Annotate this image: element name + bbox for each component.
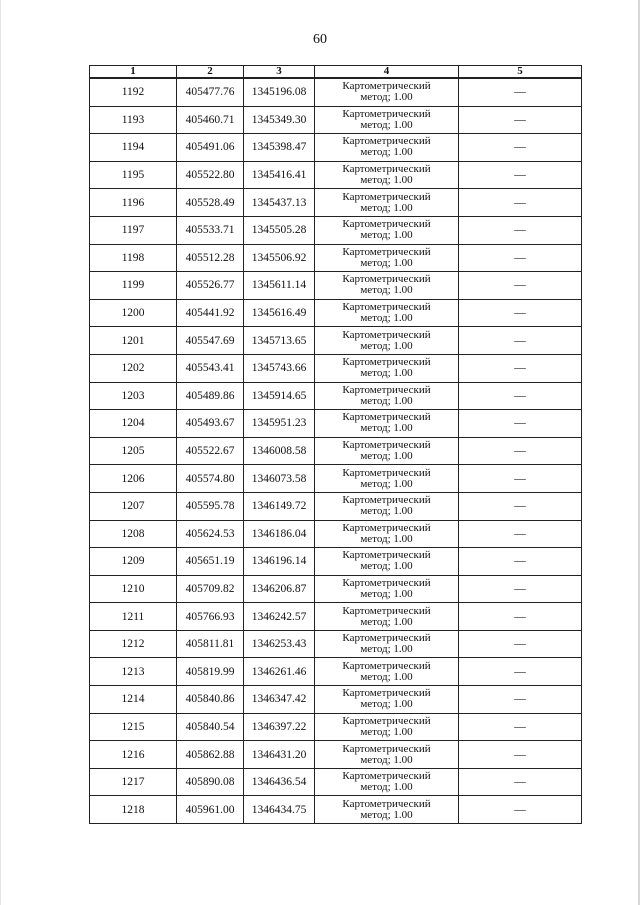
y-coordinate-cell: 1345416.41 bbox=[244, 161, 315, 189]
note-cell: — bbox=[459, 713, 582, 741]
method-cell bbox=[315, 796, 459, 824]
note-cell: — bbox=[459, 630, 582, 658]
y-coordinate-cell: 1345951.23 bbox=[244, 410, 315, 438]
table-row bbox=[90, 575, 582, 603]
table-row bbox=[90, 106, 582, 134]
method-line-1: Картометрический bbox=[342, 163, 431, 176]
y-coordinate-cell: 1345196.08 bbox=[244, 78, 315, 106]
y-coordinate-cell: 1345713.65 bbox=[244, 327, 315, 355]
note-cell: — bbox=[459, 437, 582, 465]
x-coordinate-cell: 405840.54 bbox=[177, 713, 244, 741]
table-row bbox=[90, 658, 582, 686]
method-line-2: метод; 1.00 bbox=[360, 339, 413, 352]
note-cell: — bbox=[459, 465, 582, 493]
point-number-cell: 1204 bbox=[90, 410, 177, 438]
method-line-2: метод; 1.00 bbox=[360, 532, 413, 545]
method-cell bbox=[315, 189, 459, 217]
method-line-1: Картометрический bbox=[342, 659, 431, 672]
y-coordinate-cell: 1345616.49 bbox=[244, 299, 315, 327]
table-row bbox=[90, 272, 582, 300]
method-line-2: метод; 1.00 bbox=[360, 422, 413, 435]
table-row bbox=[90, 354, 582, 382]
method-line-2: метод; 1.00 bbox=[360, 698, 413, 711]
x-coordinate-cell: 405491.06 bbox=[177, 134, 244, 162]
method-cell bbox=[315, 575, 459, 603]
note-cell: — bbox=[459, 548, 582, 576]
method-line-1: Картометрический bbox=[342, 383, 431, 396]
method-cell bbox=[315, 713, 459, 741]
page-number: 60 bbox=[313, 32, 327, 47]
table-row bbox=[90, 520, 582, 548]
method-cell bbox=[315, 134, 459, 162]
method-cell bbox=[315, 465, 459, 493]
note-cell: — bbox=[459, 382, 582, 410]
table-row bbox=[90, 465, 582, 493]
note-cell: — bbox=[459, 327, 582, 355]
method-cell bbox=[315, 327, 459, 355]
table-body bbox=[90, 78, 582, 824]
method-line-1: Картометрический bbox=[342, 466, 431, 479]
note-cell: — bbox=[459, 189, 582, 217]
point-number-cell: 1216 bbox=[90, 741, 177, 769]
point-number-cell: 1194 bbox=[90, 134, 177, 162]
x-coordinate-cell: 405512.28 bbox=[177, 244, 244, 272]
x-coordinate-cell: 405574.80 bbox=[177, 465, 244, 493]
method-line-1: Картометрический bbox=[342, 439, 431, 452]
y-coordinate-cell: 1345506.92 bbox=[244, 244, 315, 272]
table-row bbox=[90, 382, 582, 410]
method-cell bbox=[315, 161, 459, 189]
y-coordinate-cell: 1346253.43 bbox=[244, 630, 315, 658]
note-cell: — bbox=[459, 216, 582, 244]
note-cell: — bbox=[459, 575, 582, 603]
method-line-1: Картометрический bbox=[342, 604, 431, 617]
note-cell: — bbox=[459, 741, 582, 769]
method-line-2: метод; 1.00 bbox=[360, 781, 413, 794]
method-line-1: Картометрический bbox=[342, 632, 431, 645]
point-number-cell: 1201 bbox=[90, 327, 177, 355]
method-line-2: метод; 1.00 bbox=[360, 201, 413, 214]
method-line-2: метод; 1.00 bbox=[360, 560, 413, 573]
method-line-1: Картометрический bbox=[342, 714, 431, 727]
method-line-1: Картометрический bbox=[342, 521, 431, 534]
method-line-1: Картометрический bbox=[342, 742, 431, 755]
method-line-2: метод; 1.00 bbox=[360, 615, 413, 628]
method-cell bbox=[315, 106, 459, 134]
table-row bbox=[90, 216, 582, 244]
method-cell bbox=[315, 354, 459, 382]
method-line-2: метод; 1.00 bbox=[360, 670, 413, 683]
x-coordinate-cell: 405862.88 bbox=[177, 741, 244, 769]
x-coordinate-cell: 405489.86 bbox=[177, 382, 244, 410]
point-number-cell: 1198 bbox=[90, 244, 177, 272]
table-row bbox=[90, 134, 582, 162]
method-line-2: метод; 1.00 bbox=[360, 587, 413, 600]
y-coordinate-cell: 1346149.72 bbox=[244, 492, 315, 520]
table-row bbox=[90, 548, 582, 576]
method-line-2: метод; 1.00 bbox=[360, 91, 413, 104]
note-cell: — bbox=[459, 134, 582, 162]
point-number-cell: 1193 bbox=[90, 106, 177, 134]
note-cell: — bbox=[459, 686, 582, 714]
x-coordinate-cell: 405493.67 bbox=[177, 410, 244, 438]
y-coordinate-cell: 1346206.87 bbox=[244, 575, 315, 603]
y-coordinate-cell: 1345437.13 bbox=[244, 189, 315, 217]
y-coordinate-cell: 1345743.66 bbox=[244, 354, 315, 382]
x-coordinate-cell: 405441.92 bbox=[177, 299, 244, 327]
note-cell: — bbox=[459, 354, 582, 382]
table-row bbox=[90, 78, 582, 106]
note-cell: — bbox=[459, 244, 582, 272]
point-number-cell: 1205 bbox=[90, 437, 177, 465]
note-cell: — bbox=[459, 78, 582, 106]
column-header-2: 2 bbox=[177, 66, 244, 79]
method-cell bbox=[315, 410, 459, 438]
method-cell bbox=[315, 686, 459, 714]
column-header-5: 5 bbox=[459, 66, 582, 79]
method-cell bbox=[315, 768, 459, 796]
y-coordinate-cell: 1345398.47 bbox=[244, 134, 315, 162]
x-coordinate-cell: 405522.67 bbox=[177, 437, 244, 465]
table-row bbox=[90, 244, 582, 272]
y-coordinate-cell: 1345505.28 bbox=[244, 216, 315, 244]
point-number-cell: 1209 bbox=[90, 548, 177, 576]
method-cell bbox=[315, 520, 459, 548]
method-line-2: метод; 1.00 bbox=[360, 394, 413, 407]
column-header-1: 1 bbox=[90, 66, 177, 79]
y-coordinate-cell: 1346347.42 bbox=[244, 686, 315, 714]
method-line-2: метод; 1.00 bbox=[360, 229, 413, 242]
y-coordinate-cell: 1346008.58 bbox=[244, 437, 315, 465]
point-number-cell: 1210 bbox=[90, 575, 177, 603]
note-cell: — bbox=[459, 272, 582, 300]
point-number-cell: 1217 bbox=[90, 768, 177, 796]
method-cell bbox=[315, 382, 459, 410]
point-number-cell: 1214 bbox=[90, 686, 177, 714]
x-coordinate-cell: 405528.49 bbox=[177, 189, 244, 217]
x-coordinate-cell: 405460.71 bbox=[177, 106, 244, 134]
method-line-2: метод; 1.00 bbox=[360, 146, 413, 159]
x-coordinate-cell: 405543.41 bbox=[177, 354, 244, 382]
y-coordinate-cell: 1346436.54 bbox=[244, 768, 315, 796]
column-header-4: 4 bbox=[315, 66, 459, 79]
scan-edge-left bbox=[0, 0, 1, 905]
method-line-1: Картометрический bbox=[342, 301, 431, 314]
y-coordinate-cell: 1346186.04 bbox=[244, 520, 315, 548]
point-number-cell: 1212 bbox=[90, 630, 177, 658]
header-row bbox=[90, 66, 582, 79]
point-number-cell: 1207 bbox=[90, 492, 177, 520]
method-line-1: Картометрический bbox=[342, 356, 431, 369]
note-cell: — bbox=[459, 410, 582, 438]
method-line-1: Картометрический bbox=[342, 80, 431, 93]
y-coordinate-cell: 1346242.57 bbox=[244, 603, 315, 631]
column-header-3: 3 bbox=[244, 66, 315, 79]
method-line-2: метод; 1.00 bbox=[360, 312, 413, 325]
x-coordinate-cell: 405840.86 bbox=[177, 686, 244, 714]
note-cell: — bbox=[459, 603, 582, 631]
table-row bbox=[90, 713, 582, 741]
x-coordinate-cell: 405709.82 bbox=[177, 575, 244, 603]
point-number-cell: 1218 bbox=[90, 796, 177, 824]
y-coordinate-cell: 1346434.75 bbox=[244, 796, 315, 824]
table-row bbox=[90, 327, 582, 355]
method-line-1: Картометрический bbox=[342, 273, 431, 286]
point-number-cell: 1192 bbox=[90, 78, 177, 106]
method-line-2: метод; 1.00 bbox=[360, 643, 413, 656]
note-cell: — bbox=[459, 520, 582, 548]
x-coordinate-cell: 405624.53 bbox=[177, 520, 244, 548]
method-line-2: метод; 1.00 bbox=[360, 505, 413, 518]
point-number-cell: 1215 bbox=[90, 713, 177, 741]
x-coordinate-cell: 405890.08 bbox=[177, 768, 244, 796]
note-cell: — bbox=[459, 161, 582, 189]
y-coordinate-cell: 1345349.30 bbox=[244, 106, 315, 134]
x-coordinate-cell: 405522.80 bbox=[177, 161, 244, 189]
method-line-1: Картометрический bbox=[342, 687, 431, 700]
method-line-2: метод; 1.00 bbox=[360, 367, 413, 380]
method-cell bbox=[315, 244, 459, 272]
table-header bbox=[90, 66, 582, 79]
y-coordinate-cell: 1346073.58 bbox=[244, 465, 315, 493]
method-line-2: метод; 1.00 bbox=[360, 284, 413, 297]
y-coordinate-cell: 1346397.22 bbox=[244, 713, 315, 741]
method-line-2: метод; 1.00 bbox=[360, 808, 413, 821]
x-coordinate-cell: 405533.71 bbox=[177, 216, 244, 244]
method-cell bbox=[315, 603, 459, 631]
point-number-cell: 1213 bbox=[90, 658, 177, 686]
point-number-cell: 1202 bbox=[90, 354, 177, 382]
x-coordinate-cell: 405595.78 bbox=[177, 492, 244, 520]
x-coordinate-cell: 405651.19 bbox=[177, 548, 244, 576]
method-cell bbox=[315, 548, 459, 576]
method-cell bbox=[315, 299, 459, 327]
note-cell: — bbox=[459, 658, 582, 686]
method-line-2: метод; 1.00 bbox=[360, 118, 413, 131]
table-row bbox=[90, 410, 582, 438]
y-coordinate-cell: 1346196.14 bbox=[244, 548, 315, 576]
coordinates-table bbox=[89, 65, 582, 824]
method-line-1: Картометрический bbox=[342, 245, 431, 258]
method-cell bbox=[315, 437, 459, 465]
table-row bbox=[90, 630, 582, 658]
x-coordinate-cell: 405811.81 bbox=[177, 630, 244, 658]
method-line-2: метод; 1.00 bbox=[360, 477, 413, 490]
method-line-1: Картометрический bbox=[342, 411, 431, 424]
y-coordinate-cell: 1345611.14 bbox=[244, 272, 315, 300]
table-row bbox=[90, 741, 582, 769]
method-cell bbox=[315, 216, 459, 244]
method-line-2: метод; 1.00 bbox=[360, 753, 413, 766]
method-cell bbox=[315, 658, 459, 686]
table-row bbox=[90, 161, 582, 189]
method-line-1: Картометрический bbox=[342, 549, 431, 562]
note-cell: — bbox=[459, 796, 582, 824]
method-cell bbox=[315, 78, 459, 106]
table-row bbox=[90, 796, 582, 824]
method-line-1: Картометрический bbox=[342, 494, 431, 507]
method-line-1: Картометрический bbox=[342, 135, 431, 148]
x-coordinate-cell: 405547.69 bbox=[177, 327, 244, 355]
point-number-cell: 1197 bbox=[90, 216, 177, 244]
point-number-cell: 1211 bbox=[90, 603, 177, 631]
point-number-cell: 1199 bbox=[90, 272, 177, 300]
x-coordinate-cell: 405477.76 bbox=[177, 78, 244, 106]
point-number-cell: 1196 bbox=[90, 189, 177, 217]
method-cell bbox=[315, 741, 459, 769]
note-cell: — bbox=[459, 492, 582, 520]
x-coordinate-cell: 405819.99 bbox=[177, 658, 244, 686]
note-cell: — bbox=[459, 299, 582, 327]
method-line-1: Картометрический bbox=[342, 328, 431, 341]
method-line-1: Картометрический bbox=[342, 797, 431, 810]
note-cell: — bbox=[459, 768, 582, 796]
point-number-cell: 1206 bbox=[90, 465, 177, 493]
point-number-cell: 1200 bbox=[90, 299, 177, 327]
table-row bbox=[90, 603, 582, 631]
y-coordinate-cell: 1346431.20 bbox=[244, 741, 315, 769]
table-row bbox=[90, 437, 582, 465]
y-coordinate-cell: 1346261.46 bbox=[244, 658, 315, 686]
method-line-2: метод; 1.00 bbox=[360, 450, 413, 463]
method-line-1: Картометрический bbox=[342, 576, 431, 589]
x-coordinate-cell: 405961.00 bbox=[177, 796, 244, 824]
method-line-1: Картометрический bbox=[342, 218, 431, 231]
table-row bbox=[90, 686, 582, 714]
table-row bbox=[90, 189, 582, 217]
method-line-2: метод; 1.00 bbox=[360, 174, 413, 187]
x-coordinate-cell: 405766.93 bbox=[177, 603, 244, 631]
note-cell: — bbox=[459, 106, 582, 134]
table-row bbox=[90, 768, 582, 796]
table-row bbox=[90, 492, 582, 520]
table-row bbox=[90, 299, 582, 327]
x-coordinate-cell: 405526.77 bbox=[177, 272, 244, 300]
method-line-2: метод; 1.00 bbox=[360, 256, 413, 269]
y-coordinate-cell: 1345914.65 bbox=[244, 382, 315, 410]
method-cell bbox=[315, 272, 459, 300]
method-line-2: метод; 1.00 bbox=[360, 725, 413, 738]
method-line-1: Картометрический bbox=[342, 190, 431, 203]
method-cell bbox=[315, 492, 459, 520]
method-line-1: Картометрический bbox=[342, 770, 431, 783]
point-number-cell: 1208 bbox=[90, 520, 177, 548]
method-cell bbox=[315, 630, 459, 658]
method-line-1: Картометрический bbox=[342, 107, 431, 120]
point-number-cell: 1195 bbox=[90, 161, 177, 189]
point-number-cell: 1203 bbox=[90, 382, 177, 410]
